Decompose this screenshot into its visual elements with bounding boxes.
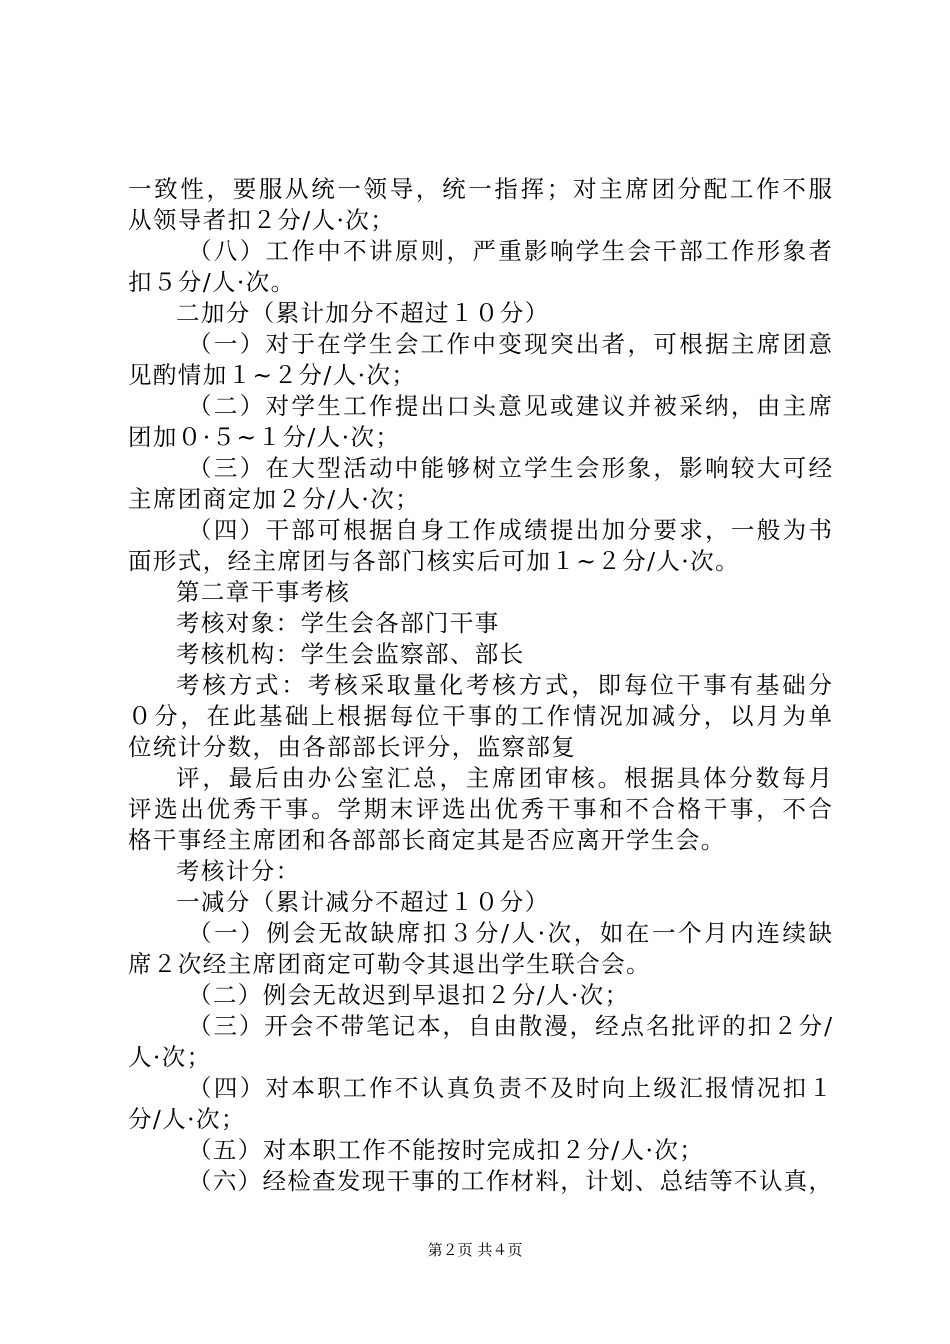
text-line: （三）在大型活动中能够树立学生会形象，影响较大可经 [188, 454, 832, 482]
text-line: （三）开会不带笔记本，自由散漫，经点名批评的扣２分/ [188, 1012, 832, 1040]
text-line: 从领导者扣２分/人·次； [128, 206, 396, 234]
text-line: 团加０·５~１分/人·次； [128, 423, 401, 451]
text-line: 分/人·次； [128, 1105, 246, 1133]
text-line: 主席团商定加２分/人·次； [128, 485, 421, 513]
text-line: 二加分（累计加分不超过１０分） [176, 299, 550, 327]
text-line: （四）对本职工作不认真负责不及时向上级汇报情况扣１ [188, 1074, 832, 1102]
text-line: 考核机构：学生会监察部、部长 [176, 640, 525, 668]
text-line: 考核对象：学生会各部门干事 [176, 609, 500, 637]
text-line: 考核方式：考核采取量化考核方式，即每位干事有基础分 [176, 671, 832, 699]
text-line: 考核计分： [176, 857, 301, 885]
text-line: 扣５分/人·次。 [128, 268, 296, 296]
text-line: 见酌情加１~２分/人·次； [128, 361, 417, 389]
page-footer: 第２页 共４页 [427, 1241, 523, 1259]
text-line: 第二章干事考核 [176, 578, 351, 606]
text-line: （一）例会无故缺席扣３分/人·次，如在一个月内连续缺 [188, 919, 832, 947]
text-line: （八）工作中不讲原则，严重影响学生会干部工作形象者 [188, 237, 832, 265]
text-line: 一致性，要服从统一领导，统一指挥；对主席团分配工作不服 [128, 175, 832, 203]
text-line: 评，最后由办公室汇总，主席团审核。根据具体分数每月 [176, 764, 832, 792]
text-line: 席２次经主席团商定可勒令其退出学生联合会。 [128, 950, 651, 978]
text-line: 人·次； [128, 1043, 212, 1071]
document-body [128, 174, 832, 1197]
text-line: （二）对学生工作提出口头意见或建议并被采纳，由主席 [188, 392, 832, 420]
text-line: （六）经检查发现干事的工作材料，计划、总结等不认真， [188, 1167, 832, 1195]
text-line: （一）对于在学生会工作中变现突出者，可根据主席团意 [188, 330, 832, 358]
text-line: 一减分（累计减分不超过１０分） [176, 888, 550, 916]
text-line: （四）干部可根据自身工作成绩提出加分要求，一般为书 [188, 516, 832, 544]
text-line: 格干事经主席团和各部部长商定其是否应离开学生会。 [128, 826, 726, 854]
text-line: （五）对本职工作不能按时完成扣２分/人·次； [188, 1136, 705, 1164]
text-line: （二）例会无故迟到早退扣２分/人·次； [188, 981, 630, 1009]
text-line: ０分，在此基础上根据每位干事的工作情况加减分，以月为单 [128, 702, 832, 730]
text-line: 面形式，经主席团与各部门核实后可加１~２分/人·次。 [128, 547, 740, 575]
text-line: 评选出优秀干事。学期末评选出优秀干事和不合格干事，不合 [128, 795, 832, 823]
text-line: 位统计分数，由各部部长评分，监察部复 [128, 733, 577, 761]
